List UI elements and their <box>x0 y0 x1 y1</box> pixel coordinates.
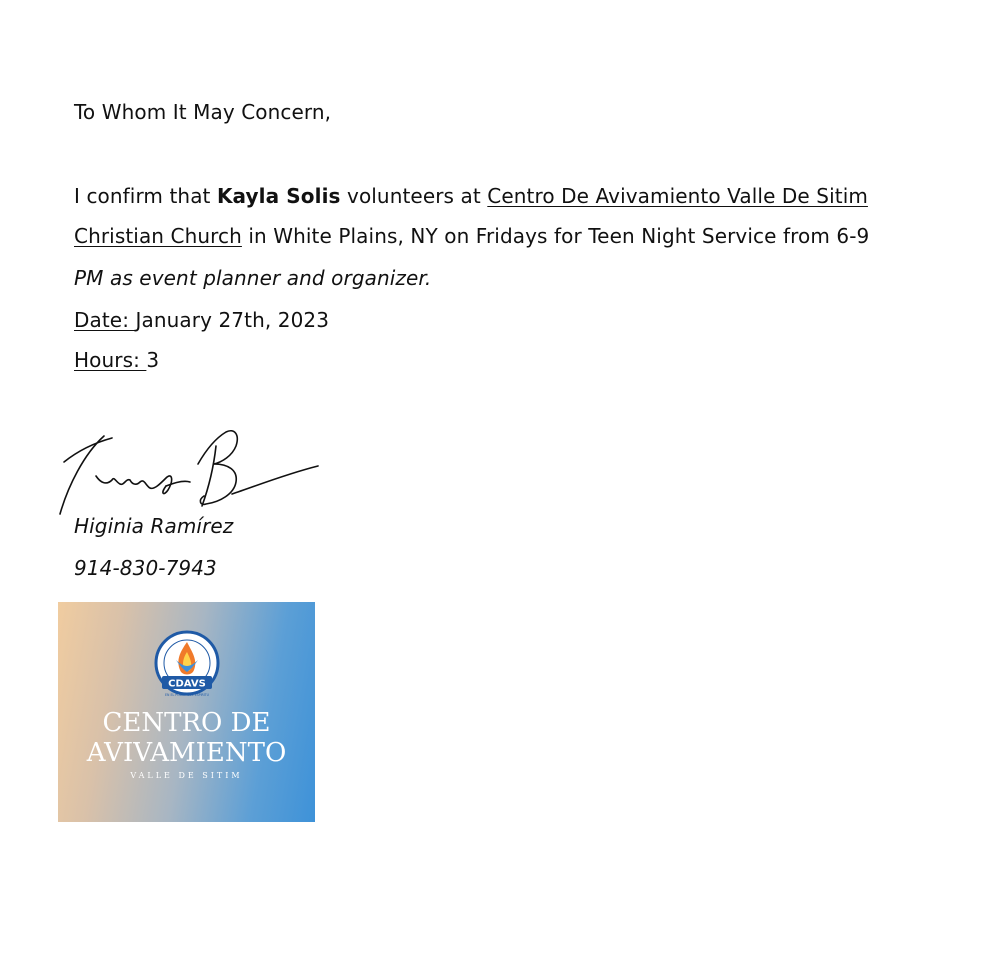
signer-phone: 914-830-7943 <box>74 556 217 580</box>
role-line: PM as event planner and organizer. <box>74 266 432 290</box>
confirm-prefix: I confirm that <box>74 184 217 208</box>
emblem-abbr: CDAVS <box>168 678 206 690</box>
service-details: in White Plains, NY on Fridays for Teen Night Service from 6-9 <box>241 224 870 248</box>
signer-name: Higinia Ramírez <box>74 514 234 538</box>
greeting: To Whom It May Concern, <box>74 100 332 124</box>
body-line-1 <box>74 183 868 209</box>
hours-label: Hours: <box>74 348 147 372</box>
hours-value: 3 <box>146 348 160 372</box>
mid-text: volunteers at <box>340 184 488 208</box>
logo-subtitle: VALLE DE SITIM <box>130 771 243 780</box>
church-name-line-2: Christian Church <box>74 224 242 248</box>
logo-title-line-2: AVIVAMIENTO <box>86 738 287 768</box>
volunteer-name: Kayla Solis <box>216 184 341 208</box>
date-line <box>74 307 329 333</box>
cdavs-emblem-icon <box>154 630 220 704</box>
handwritten-signature <box>56 424 322 516</box>
date-label: Date: <box>74 308 136 332</box>
body-line-2 <box>74 223 869 249</box>
church-name-line-1: Centro De Avivamiento Valle De Sitim <box>487 184 868 208</box>
emblem-tagline: EN EL PODER DEL ESPIRITU <box>165 693 209 697</box>
church-logo <box>58 602 315 822</box>
logo-title-line-1: CENTRO DE <box>102 708 271 738</box>
hours-line <box>74 347 159 373</box>
date-value: January 27th, 2023 <box>135 308 330 332</box>
